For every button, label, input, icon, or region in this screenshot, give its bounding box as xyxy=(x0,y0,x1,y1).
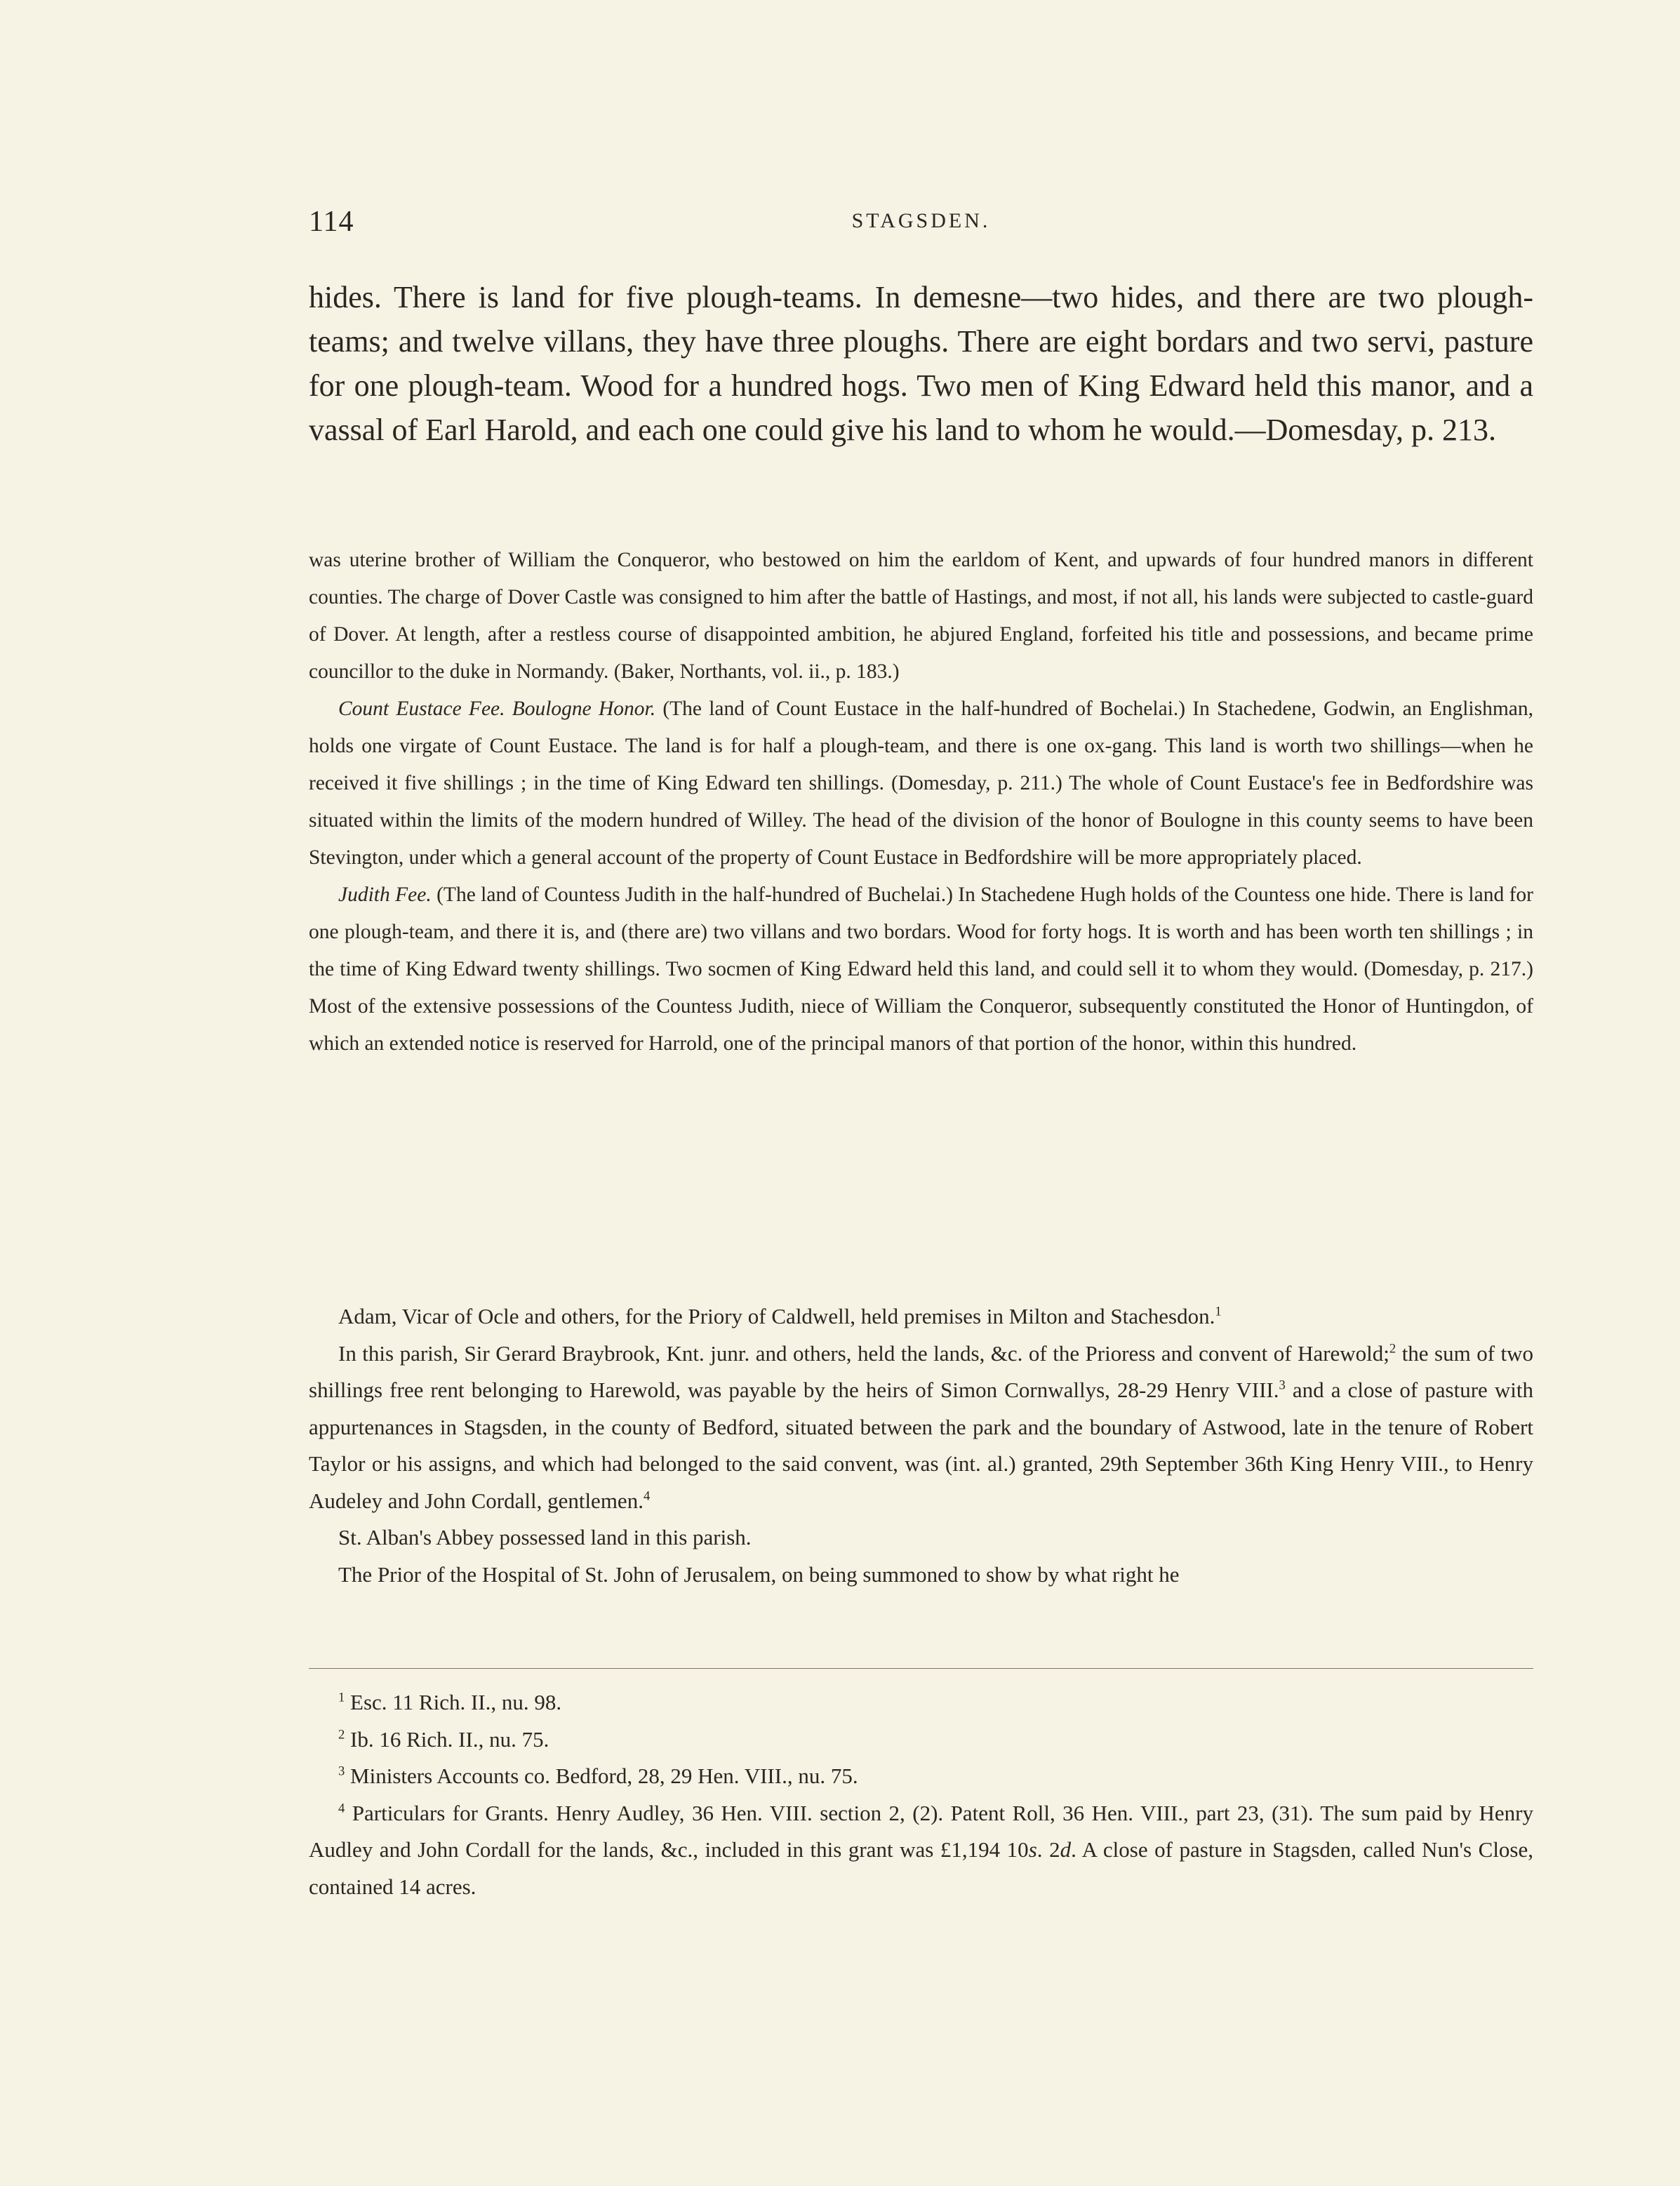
footnote-ref-1[interactable]: 1 xyxy=(1215,1304,1222,1319)
main-paragraph-1 xyxy=(309,1298,1533,1335)
main-paragraph-2-text-a: In this parish, Sir Gerard Braybrook, Knt. junr. and others, held the lands, &c. of the Prioress and convent of Harewold; xyxy=(338,1340,1389,1366)
commentary-paragraph-2 xyxy=(309,691,1533,877)
footnote-text: Esc. 11 Rich. II., nu. 98. xyxy=(345,1690,562,1714)
commentary-paragraph-1: was uterine brother of William the Conqueror, who bestowed on him the earldom of Kent, and upwards of four hundred manors in different counties. The charge of Dover Castle was consigned to him after the battle of Hastings, and most, if not all, his lands were subjected to castle-guard of Dover. At length, after a restless course of disappointed ambition, he abjured England, forfeited his title and possessions, and became prime councillor to the duke in Normandy. (Baker, Northants, vol. ii., p. 183.) xyxy=(309,549,1533,683)
main-paragraph-1-text: Adam, Vicar of Ocle and others, for the Priory of Caldwell, held premises in Milton and Stachesdon. xyxy=(338,1304,1215,1328)
footnote-2 xyxy=(309,1721,1533,1759)
main-paragraph-2 xyxy=(309,1335,1533,1520)
footnote-text: Ib. 16 Rich. II., nu. 75. xyxy=(345,1726,549,1752)
footnote-text: Ministers Accounts co. Bedford, 28, 29 Hen. VIII., nu. 75. xyxy=(345,1764,858,1788)
footnote-ref-2[interactable]: 2 xyxy=(1389,1341,1396,1357)
footnote-mark: 3 xyxy=(338,1764,345,1779)
shillings-abbrev: s xyxy=(1028,1837,1037,1862)
footnote-1 xyxy=(309,1684,1533,1721)
footnote-4 xyxy=(309,1795,1533,1906)
footnote-mark: 2 xyxy=(338,1727,345,1742)
footnote-divider xyxy=(309,1668,1533,1669)
count-eustace-text: (The land of Count Eustace in the half-hundred of Bochelai.) In Stachedene, Godwin, an Englishman, holds one virgate of Count Eustace. The land is for half a plough-team, and there is one ox-gang. This land is worth two shillings—when he received it five shillings ; in the time of King Edward ten shillings. (Domesday, p. 211.) The whole of Count Eustace's fee in Bedfordshire was situated within the limits of the modern hundred of Willey. The head of the division of the honor of Boulogne in this county seems to have been Stevington, under which a general account of the property of Count Eustace in Bedfordshire will be more appropriately placed. xyxy=(309,698,1533,869)
footnote-text: Particulars for Grants. Henry Audley, 36 Hen. VIII. section 2, (2). Patent Roll, 36 Hen. VIII., part 23, (31). The sum paid by Henry Audley and John Cordall for the lands, &c., included in this grant was £1,194 10 xyxy=(309,1800,1533,1862)
pence-abbrev: d xyxy=(1060,1837,1072,1862)
footnote-ref-4[interactable]: 4 xyxy=(643,1488,651,1504)
main-paragraph-2-text-c: and a close of pasture with appurtenances in Stagsden, in the county of Bedford, situated between the park and the boundary of Astwood, late in the tenure of Robert Taylor or his assigns, and which had belonged to the said convent, was (int. al.) granted, 29th September 36th King Henry VIII., to Henry Audeley and John Cordall, gentlemen. xyxy=(309,1378,1533,1513)
commentary-paragraph-3 xyxy=(309,877,1533,1062)
domesday-paragraph: hides. There is land for five plough-teams. In demesne—two hides, and there are two plough-teams; and twelve villans, they have three ploughs. There are eight bordars and two servi, pasture for one plough-team. Wood for a hundred hogs. Two men of King Edward held this manor, and a vassal of Earl Harold, and each one could give his land to whom he would.—Domesday, p. 213. xyxy=(309,280,1533,447)
footnote-3 xyxy=(309,1758,1533,1795)
running-head: STAGSDEN. xyxy=(851,209,991,232)
commentary xyxy=(309,542,1533,1062)
domesday-translation xyxy=(309,275,1533,452)
footnotes xyxy=(309,1684,1533,1905)
footnote-mark: 4 xyxy=(338,1801,345,1816)
main-paragraph-2-text-b: the sum of two shillings free rent belonging to Harewold, was payable by the heirs of Simon Cornwallys, 28-29 Henry VIII. xyxy=(309,1340,1533,1402)
page-number: 114 xyxy=(309,206,354,238)
page-header xyxy=(309,205,1533,247)
footnote-mark: 1 xyxy=(338,1690,345,1705)
main-text xyxy=(309,1298,1533,1593)
judith-fee-heading: Judith Fee. xyxy=(338,884,432,906)
footnote-ref-3[interactable]: 3 xyxy=(1279,1378,1286,1393)
footnote-text: . 2 xyxy=(1036,1837,1060,1862)
footnote-text: . A close of pasture in Stagsden, called Nun's Close, contained 14 acres. xyxy=(309,1837,1534,1899)
judith-fee-text: (The land of Countess Judith in the half-hundred of Buchelai.) In Stachedene Hugh holds of the Countess one hide. There is land for one plough-team, and there it is, and (there are) two villans and two bordars. Wood for forty hogs. It is worth and has been worth ten shillings ; in the time of King Edward twenty shillings. Two socmen of King Edward held this land, and could sell it to whom they would. (Domesday, p. 217.) Most of the extensive possessions of the Countess Judith, niece of William the Conqueror, subsequently constituted the Honor of Huntingdon, of which an extended notice is reserved for Harrold, one of the principal manors of that portion of the honor, within this hundred. xyxy=(309,884,1534,1055)
count-eustace-heading: Count Eustace Fee. Boulogne Honor. xyxy=(338,698,656,720)
main-paragraph-4: The Prior of the Hospital of St. John of Jerusalem, on being summoned to show by what right he xyxy=(338,1561,1180,1587)
main-paragraph-3: St. Alban's Abbey possessed land in this parish. xyxy=(338,1525,752,1549)
